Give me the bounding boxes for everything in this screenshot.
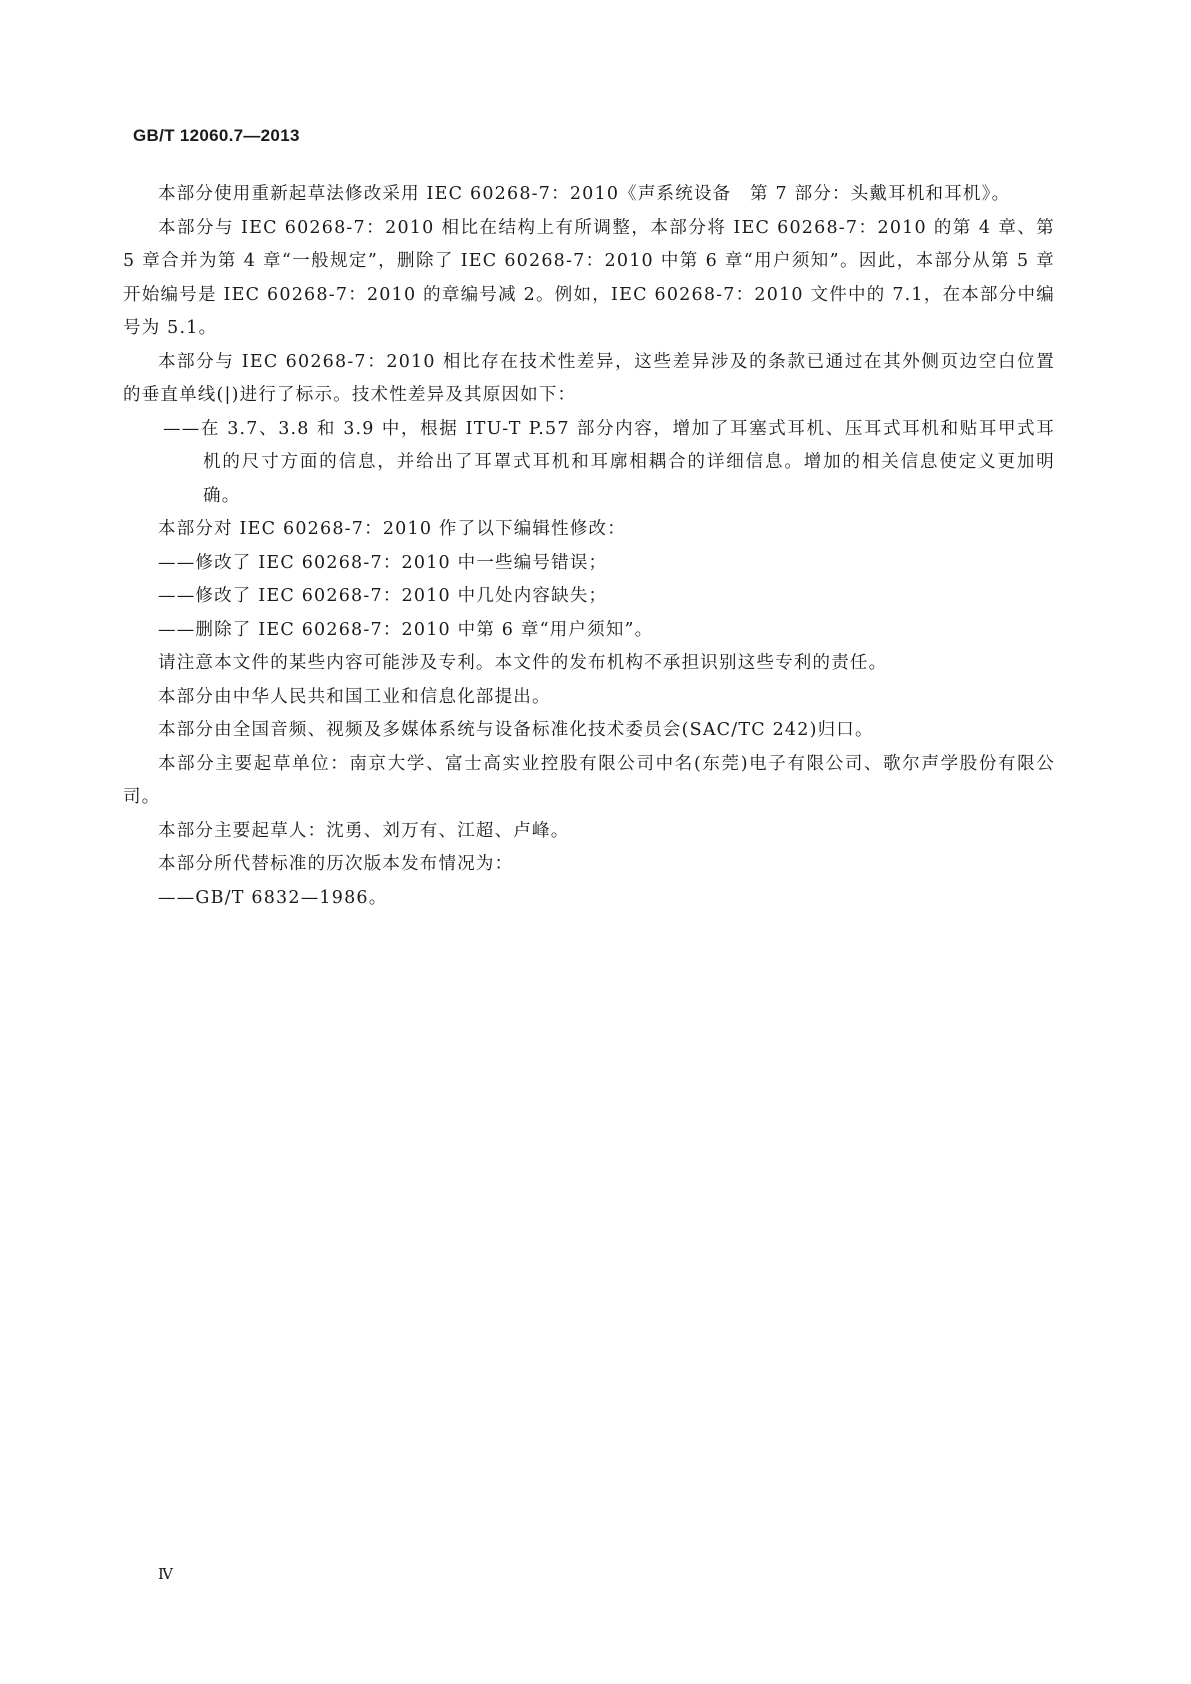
list-item-replaced-standard: ——GB/T 6832—1986。 bbox=[158, 887, 388, 908]
page-number: Ⅳ bbox=[158, 1565, 173, 1583]
list-item-editorial-change: ——删除了 IEC 60268-7：2010 中第 6 章“用户须知”。 bbox=[158, 619, 654, 640]
paragraph-structure-changes: 本部分与 IEC 60268-7：2010 相比在结构上有所调整，本部分将 IEC 60268-7：2010 的第 4 章、第 5 章合并为第 4 章“一般规定”，删除了 IEC 60268-7：2010 中第 6 章“用户须知”。因此，本部分从第 5 章开始编号是 IEC 60268-7：2010 的章编号减 2。例如，IEC 60268-7：2010 文件中的 7.1，在本部分中编号为 5.1。 bbox=[123, 217, 1055, 338]
paragraph-technical-differences: 本部分与 IEC 60268-7：2010 相比存在技术性差异，这些差异涉及的条款已通过在其外侧页边空白位置的垂直单线(|)进行了标示。技术性差异及其原因如下： bbox=[123, 351, 1055, 405]
list-item-editorial-change: ——修改了 IEC 60268-7：2010 中几处内容缺失； bbox=[158, 586, 608, 606]
paragraph-patent-notice: 请注意本文件的某些内容可能涉及专利。本文件的发布机构不承担识别这些专利的责任。 bbox=[158, 653, 888, 673]
paragraph-technical-committee: 本部分由全国音频、视频及多媒体系统与设备标准化技术委员会(SAC/TC 242)归口。 bbox=[158, 720, 874, 740]
paragraph-replaced-standards: 本部分所代替标准的历次版本发布情况为： bbox=[158, 854, 514, 874]
paragraph-drafting-organizations: 本部分主要起草单位：南京大学、富士高实业控股有限公司中名(东莞)电子有限公司、歌尔声学股份有限公司。 bbox=[123, 753, 1055, 807]
list-item-editorial-change: ——修改了 IEC 60268-7：2010 中一些编号错误； bbox=[158, 552, 608, 573]
paragraph-proposer: 本部分由中华人民共和国工业和信息化部提出。 bbox=[158, 686, 551, 707]
list-item-technical-difference: ——在 3.7、3.8 和 3.9 中，根据 ITU-T P.57 部分内容，增加了耳塞式耳机、压耳式耳机和贴耳甲式耳机的尺寸方面的信息，并给出了耳罩式耳机和耳廓相耦合的详细信息。增加的相关信息使定义更加明确。 bbox=[163, 418, 1055, 506]
paragraph-adoption-method: 本部分使用重新起草法修改采用 IEC 60268-7：2010《声系统设备 第 7 部分：头戴耳机和耳机》。 bbox=[158, 184, 1011, 204]
foreword-body bbox=[123, 178, 1055, 915]
standard-code-header: GB/T 12060.7—2013 bbox=[133, 126, 300, 145]
paragraph-editorial-changes: 本部分对 IEC 60268-7：2010 作了以下编辑性修改： bbox=[158, 519, 626, 539]
paragraph-drafters: 本部分主要起草人：沈勇、刘万有、江超、卢峰。 bbox=[158, 820, 570, 841]
